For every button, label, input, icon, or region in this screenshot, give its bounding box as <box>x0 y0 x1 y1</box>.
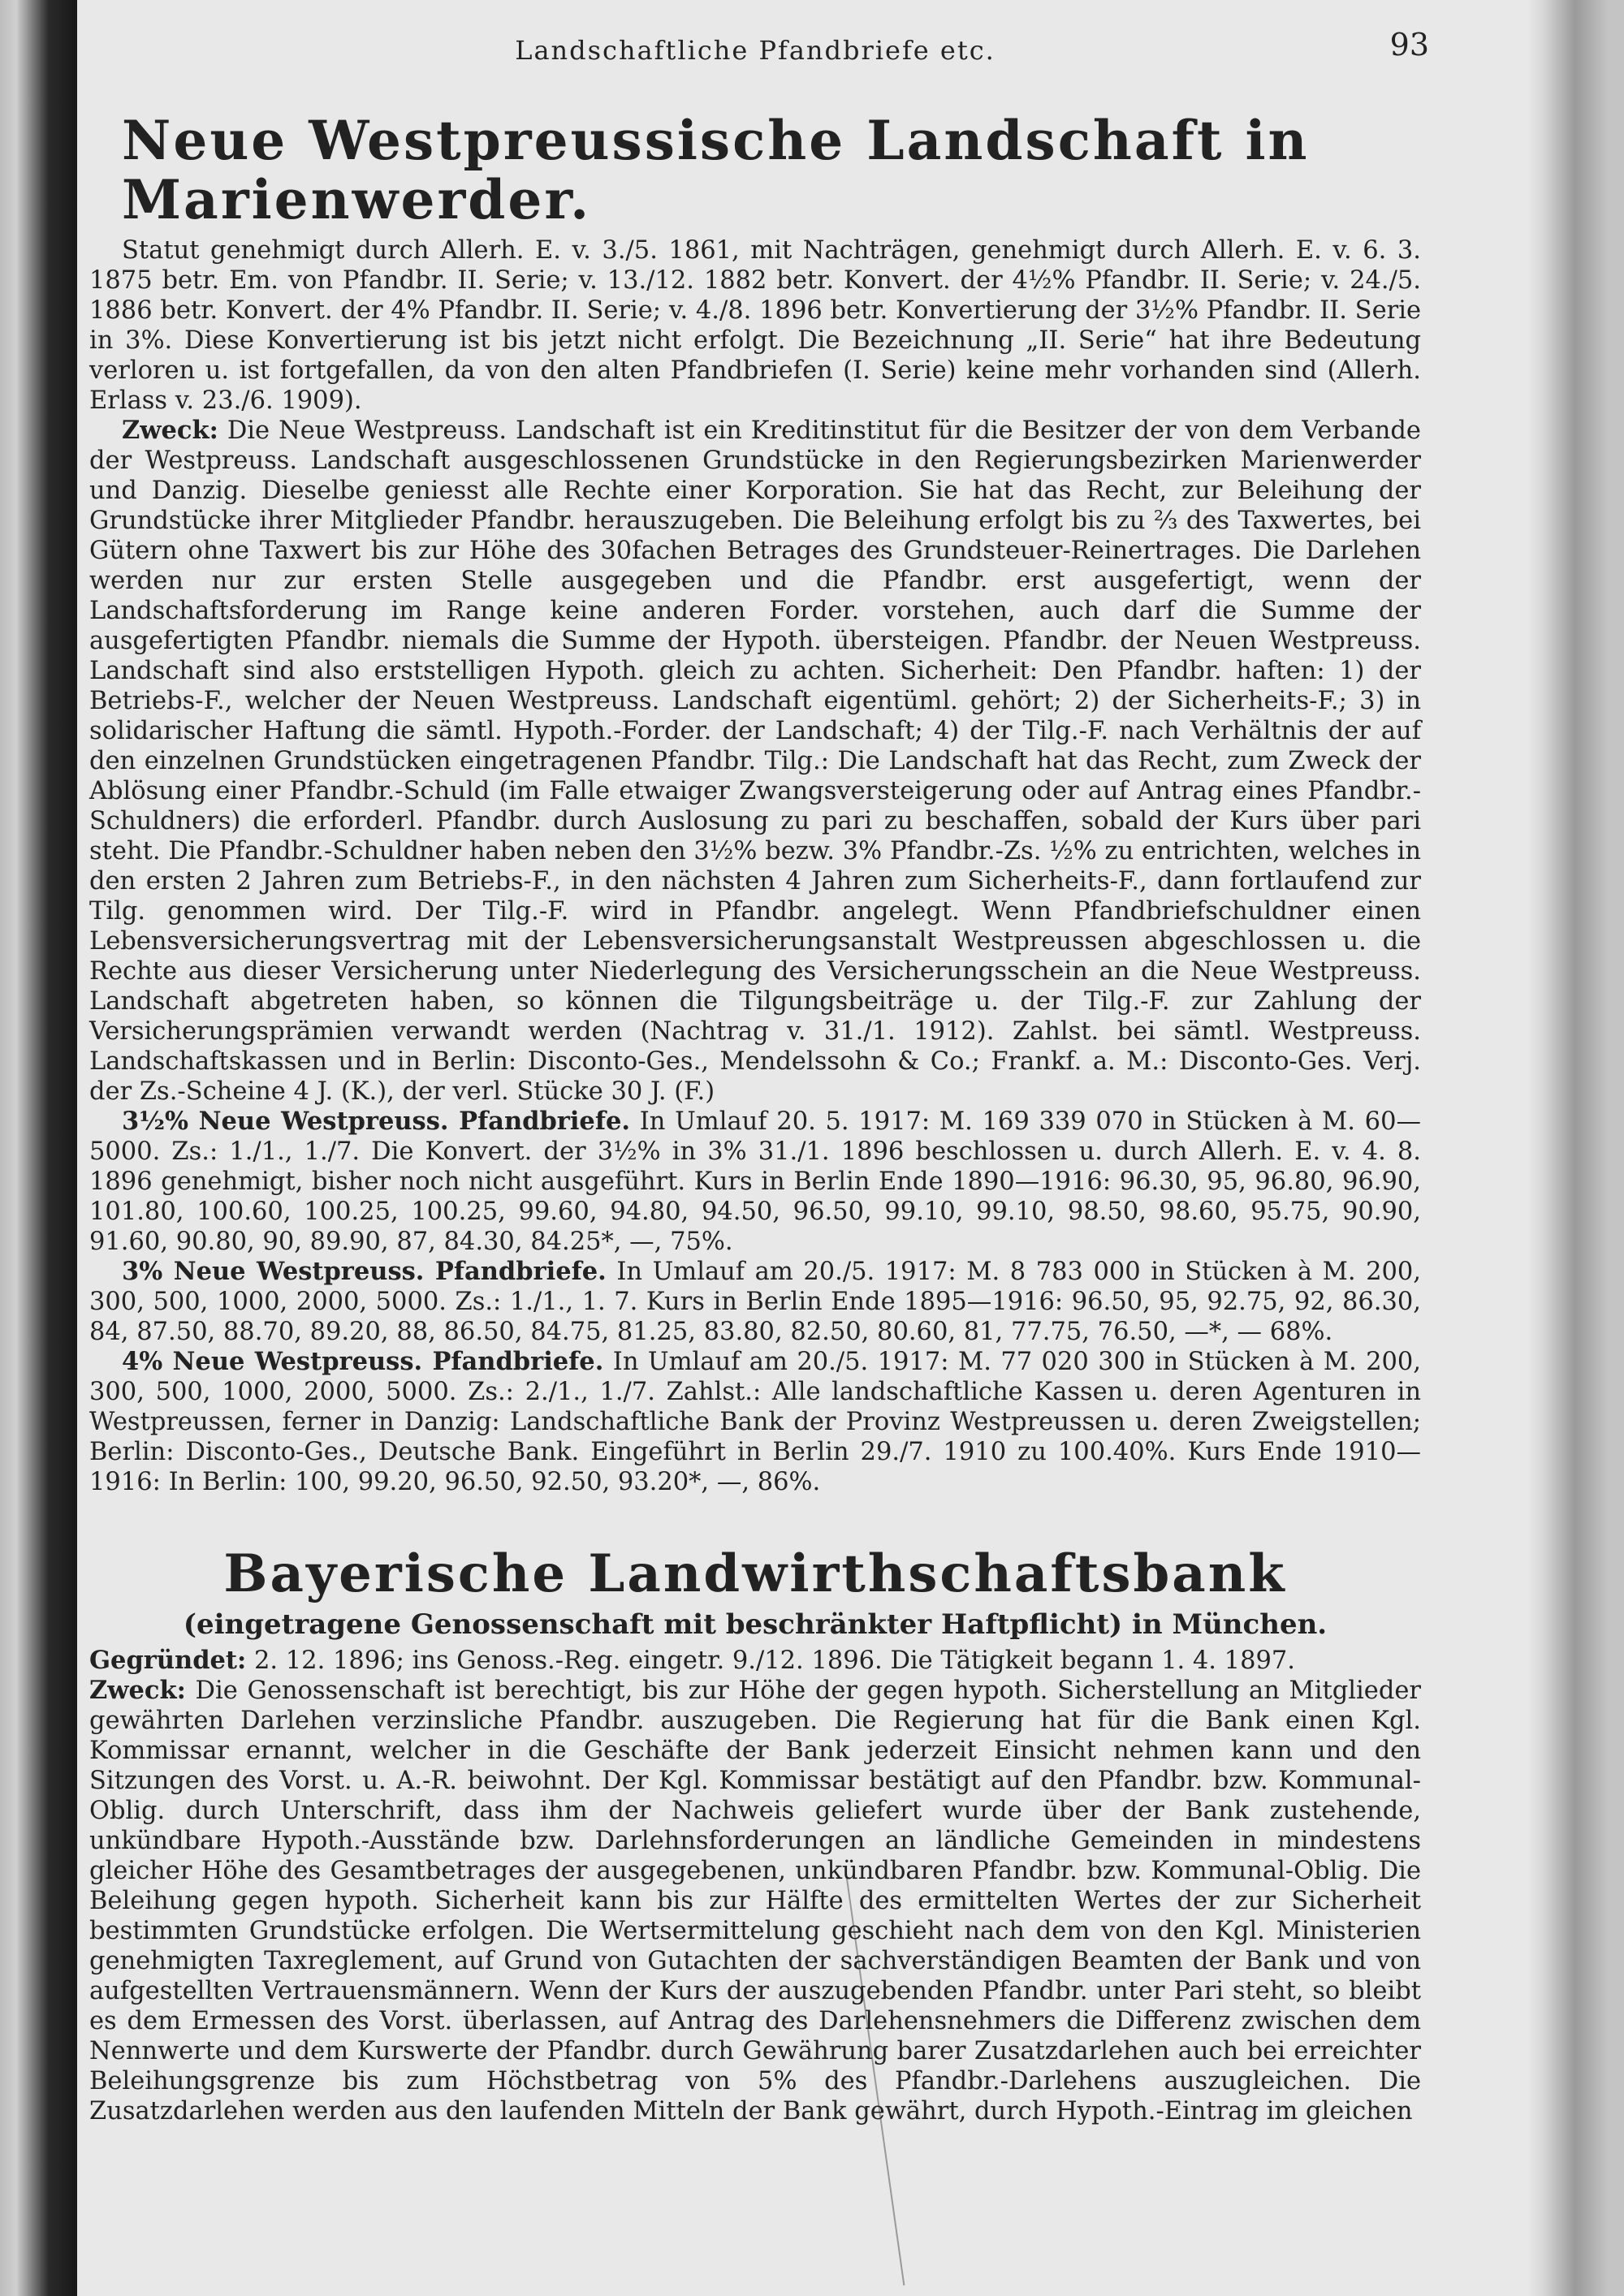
zweck-label: Zweck: <box>122 416 218 446</box>
pfandbrief-3-text: In Umlauf am 20./5. 1917: M. 8 783 000 in Stücken à M. 200, 300, 500, 1000, 2000, 5000. Zs.: 1./1., 1. 7. Kurs in Berlin Ende 1895—1916: 96.50, 95, 92.75, 92, 86.30, 84, 87.50, 88.70, 89.20, 88, 86.50, 84.75, 81.25, 83.80, 82.50, 80.60, 81, 77.75, 76.50, —*, — 68%. <box>89 1258 1422 1347</box>
running-title: Landschaftliche Pfandbriefe etc. <box>515 35 996 66</box>
gegruendet-paragraph <box>89 1646 1421 1676</box>
zweck-text: Die Neue Westpreuss. Landschaft ist ein Kreditinstitut für die Besitzer der von dem Verbande der Westpreuss. Landschaft ausgeschlossenen Grundstücke in den Regierungsbezirken Marienwerder und Danzig. Dieselbe geniesst alle Rechte einer Korporation. Sie hat das Recht, zur Beleihung der Grundstücke ihrer Mitglieder Pfandbr. herauszugeben. Die Beleihung erfolgt bis zu ⅔ des Taxwertes, bei Gütern ohne Taxwert bis zur Höhe des 30fachen Betrages des Grundsteuer-Reinertrages. Die Darlehen werden nur zur ersten Stelle ausgegeben und die Pfandbr. erst ausgefertigt, wenn der Landschaftsforderung im Range keine anderen Forder. vorstehen, auch darf die Summe der ausgefertigten Pfandbr. niemals die Summe der Hypoth. übersteigen. Pfandbr. der Neuen Westpreuss. Landschaft sind also erststelligen Hypoth. gleich zu achten. Sicherheit: Den Pfandbr. haften: 1) der Betriebs-F., welcher der Neuen Westpreuss. Landschaft eigentüml. gehört; 2) der Sicherheits-F.; 3) in solidarischer Haftung die sämtl. Hypoth.-Forder. der Landschaft; 4) der Tilg.-F. nach Verhältnis der auf den einzelnen Grundstücken eingetragenen Pfandbr. Tilg.: Die Landschaft hat das Recht, zum Zweck der Ablösung einer Pfandbr.-Schuld (im Falle etwaiger Zwangsversteigerung oder auf Antrag eines Pfandbr.-Schuldners) die erforderl. Pfandbr. durch Auslosung zu pari zu beschaffen, sobald der Kurs über pari steht. Die Pfandbr.-Schuldner haben neben den 3½% bezw. 3% Pfandbr.-Zs. ½% zu entrichten, welches in den ersten 2 Jahren zum Betriebs-F., in den nächsten 4 Jahren zum Sicherheits-F., dann fortlaufend zur Tilg. genommen wird. Der Tilg.-F. wird in Pfandbr. angelegt. Wenn Pfandbriefschuldner einen Lebensversicherungsvertrag mit der Lebensversicherungsanstalt Westpreussen abgeschlossen u. die Rechte aus dieser Versicherung unter Niederlegung des Versicherungsschein an die Neue Westpreuss. Landschaft abgetreten haben, so können die Tilgungsbeiträge u. der Tilg.-F. zur Zahlung der Versicherungsprämien verwandt werden (Nachtrag v. 31./1. 1912). Zahlst. bei sämtl. Westpreuss. Landschaftskassen und in Berlin: Disconto-Ges., Mendelssohn & Co.; Frankf. a. M.: Disconto-Ges. Verj. der Zs.-Scheine 4 J. (K.), der verl. Stücke 30 J. (F.) <box>89 416 1421 1107</box>
statut-paragraph: Statut genehmigt durch Allerh. E. v. 3./5. 1861, mit Nachträgen, genehmigt durch Allerh. E. v. 6. 3. 1875 betr. Em. von Pfandbr. II. Serie; v. 13./12. 1882 betr. Konvert. der 4½% Pfandbr. II. Serie; v. 24./5. 1886 betr. Konvert. der 4% Pfandbr. II. Serie; v. 4./8. 1896 betr. Konvertierung der 3½% Pfandbr. II. Serie in 3%. Diese Konvertierung ist bis jetzt nicht erfolgt. Die Bezeichnung „II. Serie“ hat ihre Bedeutung verloren u. ist fortgefallen, da von den alten Pfandbriefen (I. Serie) keine mehr vorhanden sind (Allerh. Erlass v. 23./6. 1909). <box>89 236 1421 416</box>
zweck-bank-label: Zweck: <box>89 1675 186 1705</box>
section-title-bayerische: Bayerische Landwirthschaftsbank <box>223 1543 1287 1605</box>
section-subtitle-bayerische: (eingetragene Genossenschaft mit beschränkter Haftpflicht) in München. <box>183 1608 1328 1641</box>
pfandbrief-3-paragraph <box>89 1257 1421 1347</box>
pfandbrief-4-text: In Umlauf am 20./5. 1917: M. 77 020 300 in Stücken à M. 200, 300, 500, 1000, 2000, 5000. Zs.: 2./1., 1./7. Zahlst.: Alle landschaftliche Kassen u. deren Agenturen in Westpreussen, ferner in Danzig: Landschaftliche Bank der Provinz Westpreussen u. deren Zweigstellen; Berlin: Disconto-Ges., Deutsche Bank. Eingeführt in Berlin 29./7. 1910 zu 100.40%. Kurs Ende 1910—1916: In Berlin: 100, 99.20, 96.50, 92.50, 93.20*, —, 86%. <box>89 1348 1422 1497</box>
pfandbrief-3-label: 3% Neue Westpreuss. Pfandbriefe. <box>122 1257 607 1287</box>
pfandbrief-3-5-text: In Umlauf 20. 5. 1917: M. 169 339 070 in Stücken à M. 60—5000. Zs.: 1./1., 1./7. Die Konvert. der 3½% in 3% 31./1. 1896 beschlossen u. durch Allerh. E. v. 4. 8. 1896 genehmigt, bisher noch nicht ausgeführt. Kurs in Berlin Ende 1890—1916: 96.30, 95, 96.80, 96.90, 101.80, 100.60, 100.25, 100.25, 99.60, 94.80, 94.50, 96.50, 99.10, 99.10, 98.50, 98.60, 95.75, 90.90, 91.60, 90.80, 90, 89.90, 87, 84.30, 84.25*, —, 75%. <box>89 1107 1421 1257</box>
zweck-bank-text: Die Genossenschaft ist berechtigt, bis zur Höhe der gegen hypoth. Sicherstellung an Mitglieder gewährten Darlehen verzinsliche Pfandbr. auszugeben. Die Regierung hat für die Bank einen Kgl. Kommissar ernannt, welcher in die Geschäfte der Bank jederzeit Einsicht nehmen kann und den Sitzungen des Vorst. u. A.-R. beiwohnt. Der Kgl. Kommissar bestätigt auf den Pfandbr. bzw. Kommunal-Oblig. durch Unterschrift, dass ihm der Nachweis geliefert wurde über der Bank zustehende, unkündbare Hypoth.-Ausstände bzw. Darlehnsforderungen an ländliche Gemeinden in mindestens gleicher Höhe des Gesamtbetrages der ausgegebenen, unkündbaren Pfandbr. bzw. Kommunal-Oblig. Die Beleihung gegen hypoth. Sicherheit kann bis zur Hälfte des ermittelten Wertes der zur Sicherheit bestimmten Grundstücke erfolgen. Die Wertsermittelung geschieht nach dem von den Kgl. Ministerien genehmigten Taxreglement, auf Grund von Gutachten der sachverständigen Beamten der Bank und von aufgestellten Vertrauensmännern. Wenn der Kurs der auszugebenden Pfandbr. unter Pari steht, so bleibt es dem Ermessen des Vorst. überlassen, auf Antrag des Darlehensnehmers die Differenz zwischen dem Nennwerte und dem Kurswerte der Pfandbr. durch Gewährung barer Zusatzdarlehen auch bei erreichter Beleihungsgrenze bis zum Höchstbetrag von 5% des Pfandbr.-Darlehens auszugleichen. Die Zusatzdarlehen werden aus den laufenden Mitteln der Bank gewährt, durch Hypoth.-Eintrag im gleichen <box>89 1676 1421 2126</box>
pfandbrief-4-paragraph <box>89 1347 1421 1497</box>
zweck-bank-paragraph <box>89 1676 1421 2126</box>
page-right-edge <box>1527 0 1624 2296</box>
gegruendet-label: Gegründet: <box>89 1645 247 1675</box>
running-header <box>89 20 1429 69</box>
section-title-westpreussen: Neue Westpreussische Landschaft in Marienwerder. <box>122 109 1310 231</box>
pfandbrief-3-5-label: 3½% Neue Westpreuss. Pfandbriefe. <box>122 1107 630 1137</box>
gegruendet-text: 2. 12. 1896; ins Genoss.-Reg. eingetr. 9./12. 1896. Die Tätigkeit begann 1. 4. 1897. <box>246 1646 1295 1675</box>
pfandbrief-4-label: 4% Neue Westpreuss. Pfandbriefe. <box>122 1347 604 1377</box>
pfandbrief-3-5-paragraph <box>89 1107 1421 1257</box>
page-gutter-shadow <box>0 0 77 2296</box>
page-content <box>89 20 1429 2126</box>
zweck-paragraph <box>89 416 1421 1107</box>
page-number: 93 <box>1389 27 1429 63</box>
